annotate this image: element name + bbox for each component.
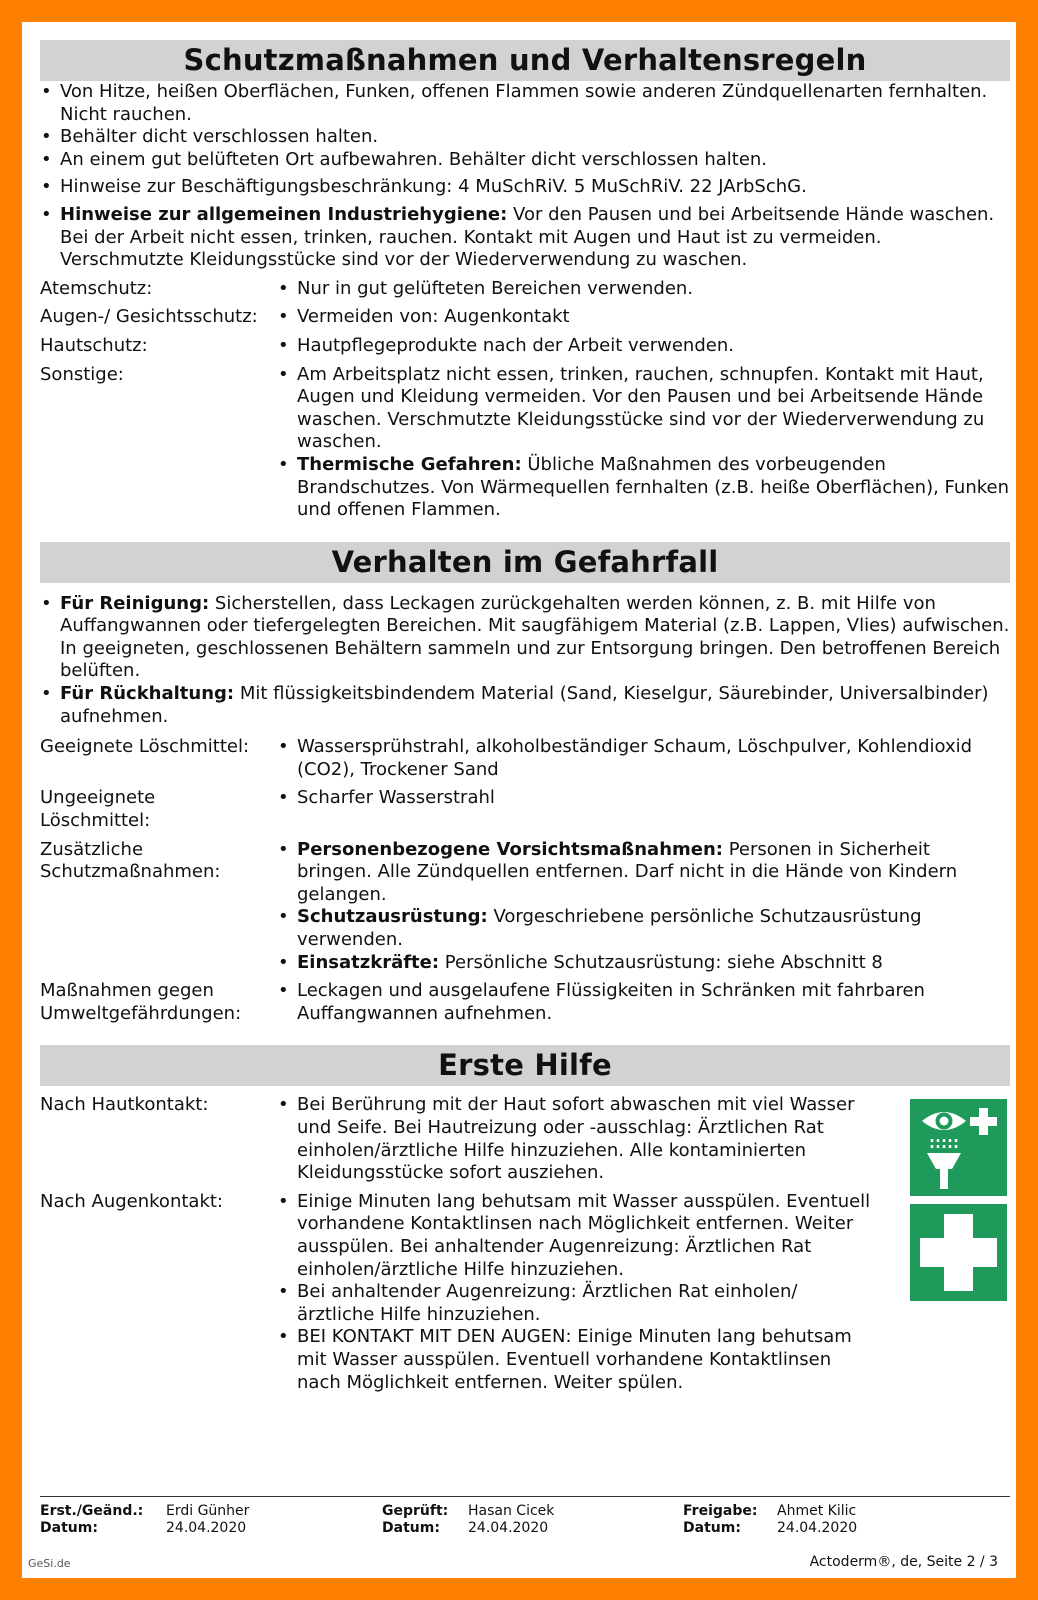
list-item-schutzausruestung	[277, 906, 1010, 951]
general-measures-list	[40, 81, 1010, 272]
footer-erstellt	[40, 1503, 249, 1537]
row-augenschutz	[40, 306, 1010, 329]
thermisch-heading: Thermische Gefahren:	[297, 453, 522, 475]
list-item: • Nur in gut gelüfteten Bereichen verwenden.	[277, 278, 1010, 301]
eyewash-sign-icon	[910, 1099, 1007, 1196]
list-item: • Leckagen und ausgelaufene Flüssigkeiten in Schränken mit fahrbaren Auffangwannen aufnehmen.	[277, 980, 1010, 1025]
footer-gepr-date: 24.04.2020	[468, 1520, 549, 1536]
list-item: • Am Arbeitsplatz nicht essen, trinken, rauchen, schnupfen. Kontakt mit Haut, Augen und Kleidung vermeiden. Vor den Pausen und bei Arbeitsende Hände waschen. Verschmutzte Kleidungsstücke sind vor der Wiederverwendung zu waschen.	[277, 364, 1010, 454]
section-title-schutzmassnahmen: Schutzmaßnahmen und Verhaltensregeln	[40, 40, 1010, 81]
row-sonstige	[40, 364, 1010, 522]
footer-frei-date: 24.04.2020	[777, 1520, 858, 1536]
reinigung-text: Sicherstellen, dass Leckagen zurückgehalten werden können, z. B. mit Hilfe von Auffangwannen oder tiefergelegten Bereichen. Mit saugfähigem Material (z.B. Lappen, Vlies) aufwischen. In geeigneten, geschlossenen Behältern sammeln und zur Entsorgung bringen. Den betroffenen Bereich belüften.	[60, 592, 1010, 682]
list-item: • Einige Minuten lang behutsam mit Wasser ausspülen. Eventuell vorhandene Kontaktlinsen nach Möglichkeit entfernen. Weiter ausspülen. Bei anhaltender Augenreizung: Ärztlichen Rat einholen/ärztliche Hilfe hinzuziehen.	[277, 1191, 877, 1281]
list-item: • Vermeiden von: Augenkontakt	[277, 306, 1010, 329]
einsatzkraefte-heading: Einsatzkräfte:	[297, 951, 440, 973]
first-aid-area	[40, 1094, 1010, 1394]
list-item: • Hinweise zur Beschäftigungsbeschränkung: 4 MuSchRiV. 5 MuSchRiV. 22 JArbSchG.	[40, 176, 1010, 199]
row-hautkontakt	[40, 1094, 906, 1184]
label-augenschutz: Augen-/ Gesichtsschutz:	[40, 306, 258, 328]
label-hautkontakt: Nach Hautkontakt:	[40, 1094, 209, 1116]
brand-label: GeSi.de	[28, 1557, 71, 1570]
value-list	[277, 1094, 877, 1184]
footer-freigabe	[683, 1503, 857, 1537]
value-list	[277, 1191, 877, 1394]
list-item-hygiene	[40, 204, 1010, 272]
row-umweltgefaehrdungen	[40, 980, 1010, 1025]
row-zusaetzliche-schutzmassnahmen	[40, 839, 1010, 975]
list-item: • Bei anhaltender Augenreizung: Ärztlichen Rat einholen/ ärztliche Hilfe hinzuziehen.	[277, 1281, 877, 1326]
emergency-list	[40, 583, 1010, 729]
footer-erst-value: Erdi Günher	[166, 1503, 250, 1519]
footer-erst-label: Erst./Geänd.:	[40, 1503, 144, 1519]
value-list	[277, 364, 1010, 522]
list-item-reinigung	[40, 593, 1010, 683]
value-list	[277, 839, 1010, 975]
footer-geprueft	[382, 1503, 554, 1537]
row-atemschutz	[40, 278, 1010, 301]
page-info: Actoderm®, de, Seite 2 / 3	[809, 1554, 998, 1570]
footer-frei-label: Freigabe:	[683, 1503, 758, 1519]
value-list	[277, 736, 1010, 781]
personen-heading: Personenbezogene Vorsichtsmaßnahmen:	[297, 838, 723, 860]
footer-gepr-label: Geprüft:	[382, 1503, 449, 1519]
list-item: • BEI KONTAKT MIT DEN AUGEN: Einige Minuten lang behutsam mit Wasser ausspülen. Eventuell vorhandene Kontaktlinsen nach Möglichkeit entfernen. Weiter spülen.	[277, 1326, 877, 1394]
document-content	[40, 40, 1010, 1394]
hygiene-text: Vor den Pausen und bei Arbeitsende Hände waschen. Bei der Arbeit nicht essen, trinken, rauchen. Kontakt mit Augen und Haut ist zu vermeiden. Verschmutzte Kleidungsstücke sind vor der Wiederverwendung zu waschen.	[60, 203, 995, 271]
hygiene-heading: Hinweise zur allgemeinen Industriehygiene:	[60, 203, 508, 225]
label-atemschutz: Atemschutz:	[40, 277, 153, 299]
document-footer	[40, 1496, 1010, 1536]
row-geeignete-loeschmittel	[40, 736, 1010, 781]
list-item: • Scharfer Wasserstrahl	[277, 787, 1010, 810]
first-aid-text	[40, 1094, 906, 1394]
rueckhaltung-text: Mit flüssigkeitsbindendem Material (Sand, Kieselgur, Säurebinder, Universalbinder) aufnehmen.	[60, 683, 989, 727]
list-item: • Wassersprühstrahl, alkoholbeständiger Schaum, Löschpulver, Kohlendioxid (CO2), Trockener Sand	[277, 736, 1010, 781]
list-item-thermisch	[277, 454, 1010, 522]
list-item: • Hautpflegeprodukte nach der Arbeit verwenden.	[277, 335, 1010, 358]
value-list	[277, 787, 1010, 832]
label-zusaetzliche-schutzmassnahmen: Zusätzliche Schutzmaßnahmen:	[40, 838, 221, 883]
safety-signs	[906, 1094, 1010, 1394]
first-aid-cross-sign-icon	[910, 1204, 1007, 1301]
list-item-einsatzkraefte	[277, 952, 1010, 975]
row-ungeeignete-loeschmittel	[40, 787, 1010, 832]
label-augenkontakt: Nach Augenkontakt:	[40, 1190, 223, 1212]
footer-gepr-value: Hasan Cicek	[468, 1503, 555, 1519]
label-umweltgefaehrdungen: Maßnahmen gegen Umweltgefährdungen:	[40, 980, 242, 1024]
value-list	[277, 306, 1010, 329]
value-list	[277, 278, 1010, 301]
label-hautschutz: Hautschutz:	[40, 334, 148, 356]
row-augenkontakt	[40, 1191, 906, 1394]
list-item: • Bei Berührung mit der Haut sofort abwaschen mit viel Wasser und Seife. Bei Hautreizung oder -ausschlag: Ärztlichen Rat einholen/ärztliche Hilfe hinzuziehen. Alle kontaminierten Kleidungsstücke sofort ausziehen.	[277, 1094, 877, 1184]
footer-frei-value: Ahmet Kilic	[777, 1503, 857, 1519]
label-ungeeignete-loeschmittel: Ungeeignete Löschmittel:	[40, 787, 156, 832]
footer-datum-label: Datum:	[382, 1520, 440, 1536]
thermisch-text: Übliche Maßnahmen des vorbeugenden Brandschutzes. Von Wärmequellen fernhalten (z.B. heiße Oberflächen), Funken und offenen Flammen.	[297, 453, 1009, 521]
value-list	[277, 335, 1010, 358]
schutzausruestung-text: Vorgeschriebene persönliche Schutzausrüstung verwenden.	[297, 906, 922, 950]
rueckhaltung-heading: Für Rückhaltung:	[60, 683, 235, 705]
row-hautschutz	[40, 335, 1010, 358]
list-item-personen	[277, 839, 1010, 907]
list-item: • An einem gut belüfteten Ort aufbewahren. Behälter dicht verschlossen halten.	[40, 149, 1010, 172]
list-item: • Von Hitze, heißen Oberflächen, Funken, offenen Flammen sowie anderen Zündquellenarten fernhalten. Nicht rauchen.	[40, 81, 1010, 126]
document-page	[22, 22, 1016, 1578]
label-geeignete-loeschmittel: Geeignete Löschmittel:	[40, 736, 250, 758]
footer-erst-date: 24.04.2020	[166, 1520, 247, 1536]
footer-datum-label: Datum:	[683, 1520, 741, 1536]
personen-text: Personen in Sicherheit bringen. Alle Zündquellen entfernen. Darf nicht in die Hände von Kindern gelangen.	[297, 838, 958, 905]
list-item-rueckhaltung	[40, 683, 1010, 728]
reinigung-heading: Für Reinigung:	[60, 592, 210, 614]
list-item: • Behälter dicht verschlossen halten.	[40, 126, 1010, 149]
value-list	[277, 980, 1010, 1025]
einsatzkraefte-text: Persönliche Schutzausrüstung: siehe Abschnitt 8	[439, 951, 883, 973]
section-title-erste-hilfe: Erste Hilfe	[40, 1045, 1010, 1086]
footer-datum-label: Datum:	[40, 1520, 98, 1536]
schutzausruestung-heading: Schutzausrüstung:	[297, 906, 488, 928]
label-sonstige: Sonstige:	[40, 363, 124, 385]
section-title-gefahrfall: Verhalten im Gefahrfall	[40, 542, 1010, 583]
